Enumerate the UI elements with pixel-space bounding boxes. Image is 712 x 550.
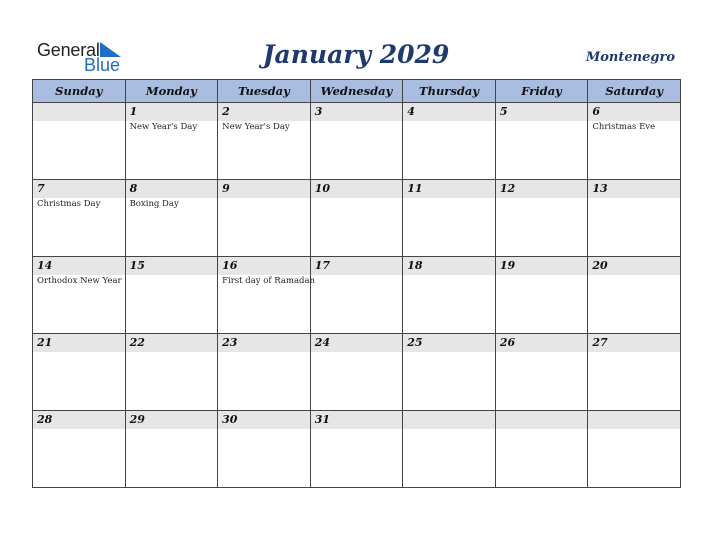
day-number: 21: [37, 336, 53, 349]
day-number-band: [496, 180, 588, 198]
day-number-band: [311, 411, 403, 429]
day-cell: [403, 180, 496, 257]
day-cell: [403, 103, 496, 180]
day-cell: [495, 103, 588, 180]
day-number-band: [588, 257, 680, 275]
day-cell: [218, 103, 311, 180]
day-cell: [495, 257, 588, 334]
day-number: 1: [129, 105, 138, 118]
day-number-band: [588, 411, 680, 429]
day-cell: [218, 257, 316, 334]
day-number: 13: [592, 182, 608, 195]
day-cell: [588, 103, 681, 180]
day-number: 14: [37, 259, 53, 272]
day-cell: [218, 334, 311, 411]
day-number-band: [403, 334, 495, 352]
weekday-header: Monday: [125, 80, 218, 103]
day-number-band: [588, 180, 680, 198]
weekday-header: Saturday: [588, 80, 681, 103]
day-number-band: [33, 334, 125, 352]
day-number-band: [403, 103, 495, 121]
weekday-header: Friday: [495, 80, 588, 103]
calendar-grid: [32, 79, 681, 488]
day-number-band: [311, 180, 403, 198]
weekday-header: Thursday: [403, 80, 496, 103]
week-row: [33, 411, 681, 488]
weekday-header-row: [33, 80, 681, 103]
holiday-event: Boxing Day: [129, 199, 179, 209]
day-number: 29: [129, 413, 145, 426]
day-number-band: [403, 411, 495, 429]
day-cell: [33, 180, 126, 257]
day-number: 26: [499, 336, 516, 349]
weekday-header: Sunday: [33, 80, 126, 103]
day-number: 9: [222, 182, 230, 195]
day-number: 4: [407, 105, 415, 118]
day-number-band: [218, 103, 310, 121]
weekday-header: Tuesday: [218, 80, 311, 103]
day-cell: [33, 411, 126, 488]
day-number: 5: [499, 105, 508, 118]
day-number-band: [496, 411, 588, 429]
day-number: 12: [499, 182, 516, 195]
day-cell: [403, 257, 496, 334]
day-number: 28: [37, 413, 53, 426]
day-number-band: [496, 257, 588, 275]
day-number-band: [33, 180, 125, 198]
day-cell: [310, 334, 403, 411]
day-number: 8: [129, 182, 138, 195]
day-number: 17: [314, 259, 330, 272]
day-number-band: [126, 103, 218, 121]
day-number: 10: [314, 182, 330, 195]
day-cell: [218, 411, 311, 488]
holiday-event: Christmas Eve: [592, 122, 656, 132]
holiday-event: New Year's Day: [222, 122, 290, 132]
day-number-band: [126, 334, 218, 352]
day-cell: [588, 411, 681, 488]
day-number-band: [126, 180, 218, 198]
day-number-band: [496, 103, 588, 121]
day-number: 25: [407, 336, 423, 349]
day-number: 30: [222, 413, 238, 426]
day-cell: [218, 180, 311, 257]
week-row: [33, 334, 681, 411]
day-number-band: [126, 411, 218, 429]
weekday-header: Wednesday: [310, 80, 403, 103]
day-cell: [125, 411, 218, 488]
day-number-band: [311, 334, 403, 352]
day-cell: [588, 257, 681, 334]
day-number-band: [311, 103, 403, 121]
day-cell: [310, 180, 403, 257]
day-number-band: [403, 257, 495, 275]
day-number-band: [588, 103, 680, 121]
day-number: 27: [592, 336, 608, 349]
day-number-band: [403, 180, 495, 198]
day-number: 7: [37, 182, 45, 195]
week-row: [33, 257, 681, 334]
holiday-event: Christmas Day: [37, 199, 101, 209]
day-number: 22: [129, 336, 145, 349]
day-number-band: [33, 103, 125, 121]
day-cell: [125, 257, 218, 334]
logo-text-blue: Blue: [84, 55, 121, 75]
day-number: 3: [314, 105, 323, 118]
day-number: 2: [222, 105, 230, 118]
day-cell: [588, 334, 681, 411]
day-cell: [125, 180, 218, 257]
day-number: 24: [314, 336, 330, 349]
day-cell: [495, 180, 588, 257]
day-number: 23: [222, 336, 238, 349]
day-number: 19: [499, 259, 516, 272]
day-cell: [125, 103, 218, 180]
week-row: [33, 180, 681, 257]
day-number-band: [496, 334, 588, 352]
day-cell: [310, 257, 403, 334]
day-cell: [310, 411, 403, 488]
day-number-band: [311, 257, 403, 275]
day-number-band: [33, 411, 125, 429]
day-number: 18: [407, 259, 423, 272]
day-number: 6: [592, 105, 601, 118]
day-cell: [125, 334, 218, 411]
logo-text-general: General: [37, 40, 100, 60]
holiday-event: First day of Ramadan: [222, 276, 316, 286]
day-cell: [495, 334, 588, 411]
day-cell: [495, 411, 588, 488]
day-cell: [33, 103, 126, 180]
day-cell: [310, 103, 403, 180]
day-number: 11: [407, 182, 423, 195]
holiday-event: Orthodox New Year: [37, 276, 122, 286]
day-number: 16: [222, 259, 238, 272]
page-title: January 2029: [262, 40, 450, 69]
day-cell: [33, 334, 126, 411]
day-cell: [588, 180, 681, 257]
day-number: 15: [129, 259, 145, 272]
day-number-band: [218, 180, 310, 198]
holiday-event: New Year's Day: [129, 122, 198, 132]
day-number-band: [218, 334, 310, 352]
day-number-band: [218, 411, 310, 429]
day-cell: [403, 334, 496, 411]
day-number-band: [33, 257, 125, 275]
day-number-band: [218, 257, 310, 275]
day-number-band: [126, 257, 218, 275]
country-label: Montenegro: [585, 50, 675, 65]
day-cell: [33, 257, 126, 334]
day-number: 20: [592, 259, 608, 272]
day-number: 31: [314, 413, 330, 426]
week-row: [33, 103, 681, 180]
day-number-band: [588, 334, 680, 352]
day-cell: [403, 411, 496, 488]
